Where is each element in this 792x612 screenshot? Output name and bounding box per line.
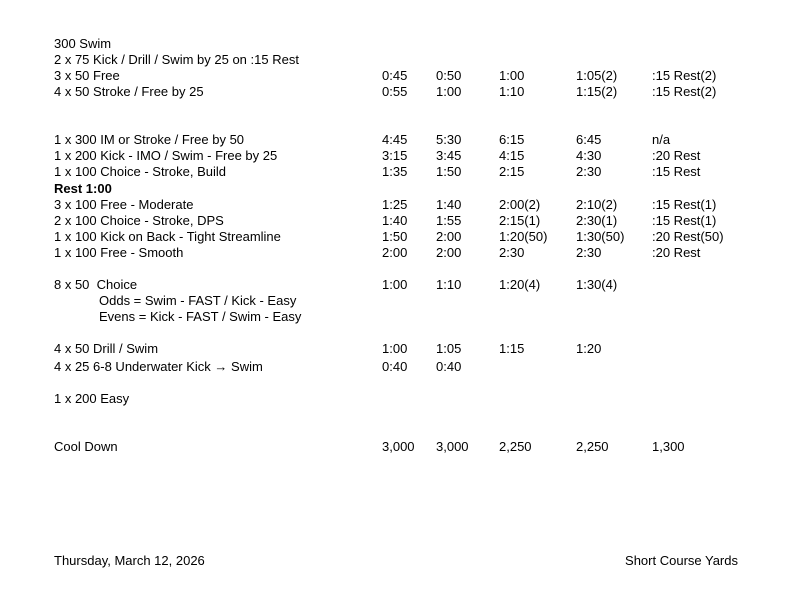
workout-row [0,245,792,261]
row-label: 4 x 50 Drill / Swim [54,341,159,356]
interval-col-3: 1:00 [499,68,525,83]
interval-col-1: 0:40 [382,359,408,374]
workout-row [0,132,792,148]
row-note: Evens = Kick - FAST / Swim - Easy [99,309,302,324]
interval-col-4: 1:20 [576,341,602,356]
interval-col-1: 1:35 [382,164,408,179]
row-label: 1 x 200 Easy [54,391,130,406]
workout-row [0,84,792,100]
workout-row [0,197,792,213]
interval-col-3: 2:15 [499,164,525,179]
workout-row [0,309,792,325]
interval-col-4: 2:30 [576,245,602,260]
interval-col-5: n/a [652,132,671,147]
workout-row [0,293,792,309]
workout-row [0,68,792,84]
footer-course-type: Short Course Yards [625,553,738,568]
interval-col-2: 3:45 [436,148,462,163]
interval-col-1: 3:15 [382,148,408,163]
interval-col-4: 1:30(4) [576,277,618,292]
row-note: Odds = Swim - FAST / Kick - Easy [99,293,297,308]
row-label: 1 x 100 Free - Smooth [54,245,184,260]
cool-down-row [0,439,792,455]
interval-col-2: 5:30 [436,132,462,147]
row-label: 8 x 50 Choice [54,277,138,292]
interval-col-1: 0:45 [382,68,408,83]
interval-col-5: :15 Rest(2) [652,68,717,83]
rest-heading: Rest 1:00 [54,181,112,196]
interval-col-4: 6:45 [576,132,602,147]
row-label: 4 x 50 Stroke / Free by 25 [54,84,204,99]
row-label: 3 x 50 Free [54,68,120,83]
interval-col-5: :15 Rest [652,164,701,179]
workout-row [0,164,792,180]
interval-col-4: 4:30 [576,148,602,163]
interval-col-3: 4:15 [499,148,525,163]
interval-col-4: 2:10(2) [576,197,618,212]
interval-col-2: 1:40 [436,197,462,212]
row-label: 300 Swim [54,36,112,51]
interval-col-2: 0:40 [436,359,462,374]
row-label: 1 x 300 IM or Stroke / Free by 50 [54,132,245,147]
interval-col-5: :15 Rest(1) [652,213,717,228]
row-label: 4 x 25 6-8 Underwater Kick → Swim [54,359,263,374]
footer-date: Thursday, March 12, 2026 [54,553,205,568]
interval-col-2: 1:50 [436,164,462,179]
total-col-3: 2,250 [499,439,532,454]
interval-col-1: 1:40 [382,213,408,228]
interval-col-1: 4:45 [382,132,408,147]
workout-row [0,359,792,375]
row-label: 3 x 100 Free - Moderate [54,197,194,212]
workout-row [0,277,792,293]
interval-col-2: 1:10 [436,277,462,292]
interval-col-2: 1:05 [436,341,462,356]
row-label: 2 x 75 Kick / Drill / Swim by 25 on :15 Rest [54,52,299,67]
interval-col-3: 6:15 [499,132,525,147]
interval-col-4: 1:30(50) [576,229,625,244]
interval-col-1: 0:55 [382,84,408,99]
interval-col-1: 1:00 [382,277,408,292]
workout-row [0,213,792,229]
workout-row [0,52,792,68]
row-label: Cool Down [54,439,118,454]
workout-row [0,229,792,245]
interval-col-1: 2:00 [382,245,408,260]
interval-col-4: 1:05(2) [576,68,618,83]
row-label: 2 x 100 Choice - Stroke, DPS [54,213,224,228]
interval-col-5: :20 Rest [652,148,701,163]
interval-col-5: :15 Rest(1) [652,197,717,212]
interval-col-5: :15 Rest(2) [652,84,717,99]
interval-col-4: 2:30 [576,164,602,179]
interval-col-4: 2:30(1) [576,213,618,228]
interval-col-3: 1:15 [499,341,525,356]
interval-col-2: 2:00 [436,229,462,244]
interval-col-3: 2:15(1) [499,213,541,228]
workout-row [0,181,792,197]
total-col-2: 3,000 [436,439,469,454]
interval-col-2: 2:00 [436,245,462,260]
interval-col-5: :20 Rest [652,245,701,260]
total-col-5: 1,300 [652,439,685,454]
interval-col-5: :20 Rest(50) [652,229,724,244]
row-label: 1 x 100 Choice - Stroke, Build [54,164,226,179]
interval-col-1: 1:00 [382,341,408,356]
interval-col-2: 1:55 [436,213,462,228]
interval-col-3: 1:10 [499,84,525,99]
total-col-4: 2,250 [576,439,609,454]
interval-col-3: 2:30 [499,245,525,260]
workout-row [0,148,792,164]
workout-row [0,36,792,52]
interval-col-3: 2:00(2) [499,197,541,212]
interval-col-2: 0:50 [436,68,462,83]
workout-row [0,391,792,407]
workout-row [0,341,792,357]
interval-col-3: 1:20(50) [499,229,548,244]
interval-col-1: 1:25 [382,197,408,212]
interval-col-2: 1:00 [436,84,462,99]
total-col-1: 3,000 [382,439,415,454]
interval-col-3: 1:20(4) [499,277,541,292]
interval-col-4: 1:15(2) [576,84,618,99]
row-label: 1 x 100 Kick on Back - Tight Streamline [54,229,281,244]
row-label: 1 x 200 Kick - IMO / Swim - Free by 25 [54,148,278,163]
interval-col-1: 1:50 [382,229,408,244]
